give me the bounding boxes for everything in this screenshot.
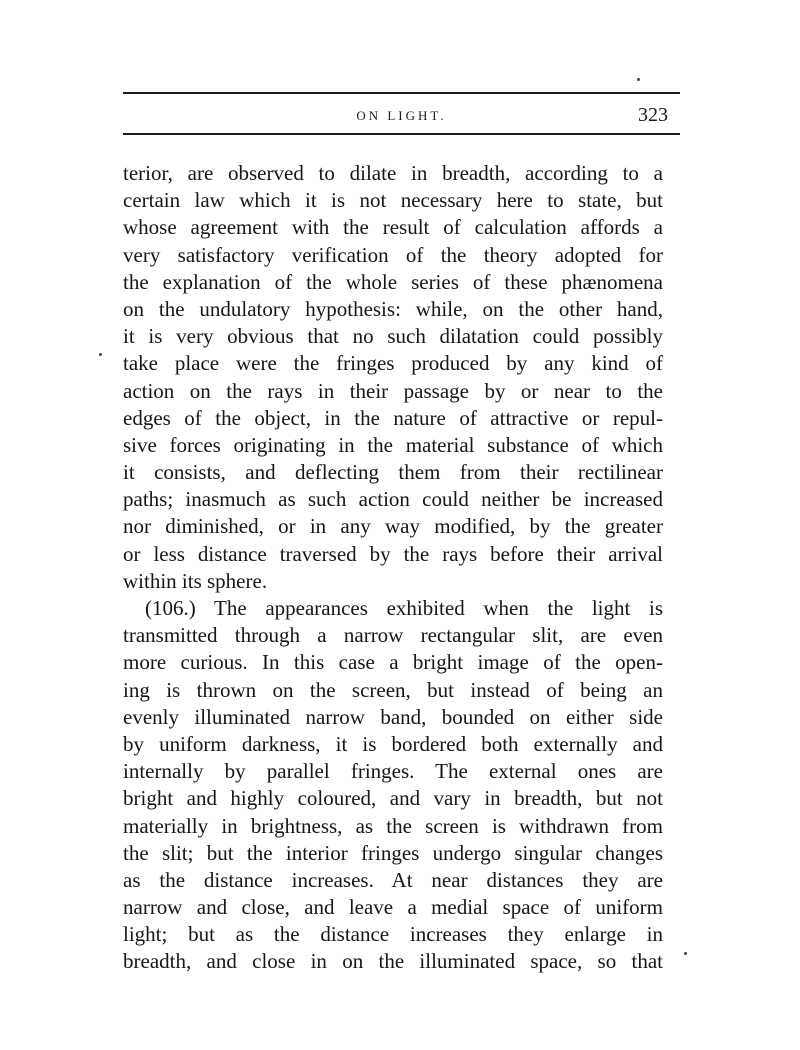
- text-line: by uniform darkness, it is bordered both externally and: [123, 731, 663, 756]
- running-head: [123, 104, 680, 128]
- text-line: edges of the object, in the nature of attractive or repul-: [123, 405, 663, 430]
- margin-speck: [637, 78, 640, 81]
- text-line: terior, are observed to dilate in breadth, according to a: [123, 161, 663, 185]
- paragraph-end-line: within its sphere.: [123, 568, 268, 593]
- text-line: internally by parallel fringes. The external ones are: [123, 759, 663, 784]
- text-line: nor diminished, or in any way modified, by the greater: [123, 514, 663, 539]
- body-text: [123, 160, 663, 976]
- text-line: very satisfactory verification of the theory adopted for: [123, 242, 663, 267]
- text-line: or less distance traversed by the rays before their arrival: [123, 541, 663, 566]
- text-line: more curious. In this case a bright image of the open-: [123, 650, 663, 675]
- running-title: ON LIGHT.: [356, 108, 447, 123]
- text-line: bright and highly coloured, and vary in breadth, but not: [123, 786, 663, 811]
- text-line: it consists, and deflecting them from their rectilinear: [123, 460, 663, 485]
- text-line: on the undulatory hypothesis: while, on the other hand,: [123, 296, 663, 321]
- margin-speck: [684, 952, 687, 955]
- text-line: paths; inasmuch as such action could neither be increased: [123, 487, 663, 512]
- text-line: transmitted through a narrow rectangular slit, are even: [123, 623, 663, 648]
- text-line: action on the rays in their passage by or near to the: [123, 378, 663, 403]
- header-bottom-rule: [123, 133, 680, 135]
- text-line: ing is thrown on the screen, but instead of being an: [123, 677, 663, 702]
- text-line: take place were the fringes produced by any kind of: [123, 351, 663, 376]
- text-line: it is very obvious that no such dilatation could possibly: [123, 324, 663, 349]
- section-start-line: (106.) The appearances exhibited when the light is: [145, 596, 663, 620]
- text-line: narrow and close, and leave a medial space of uniform: [123, 895, 663, 920]
- text-line: as the distance increases. At near distances they are: [123, 867, 663, 892]
- header-top-rule: [123, 92, 680, 94]
- text-line: breadth, and close in on the illuminated space, so that: [123, 949, 663, 974]
- text-line: evenly illuminated narrow band, bounded on either side: [123, 704, 663, 729]
- text-line: whose agreement with the result of calculation affords a: [123, 215, 663, 240]
- text-line: light; but as the distance increases they enlarge in: [123, 922, 663, 947]
- margin-speck: [99, 353, 102, 356]
- text-line: the explanation of the whole series of these phænomena: [123, 269, 663, 294]
- page-number: 323: [638, 104, 668, 126]
- text-line: certain law which it is not necessary here to state, but: [123, 188, 663, 213]
- text-line: sive forces originating in the material substance of which: [123, 432, 663, 457]
- text-line: the slit; but the interior fringes undergo singular changes: [123, 840, 663, 865]
- text-line: materially in brightness, as the screen is withdrawn from: [123, 813, 663, 838]
